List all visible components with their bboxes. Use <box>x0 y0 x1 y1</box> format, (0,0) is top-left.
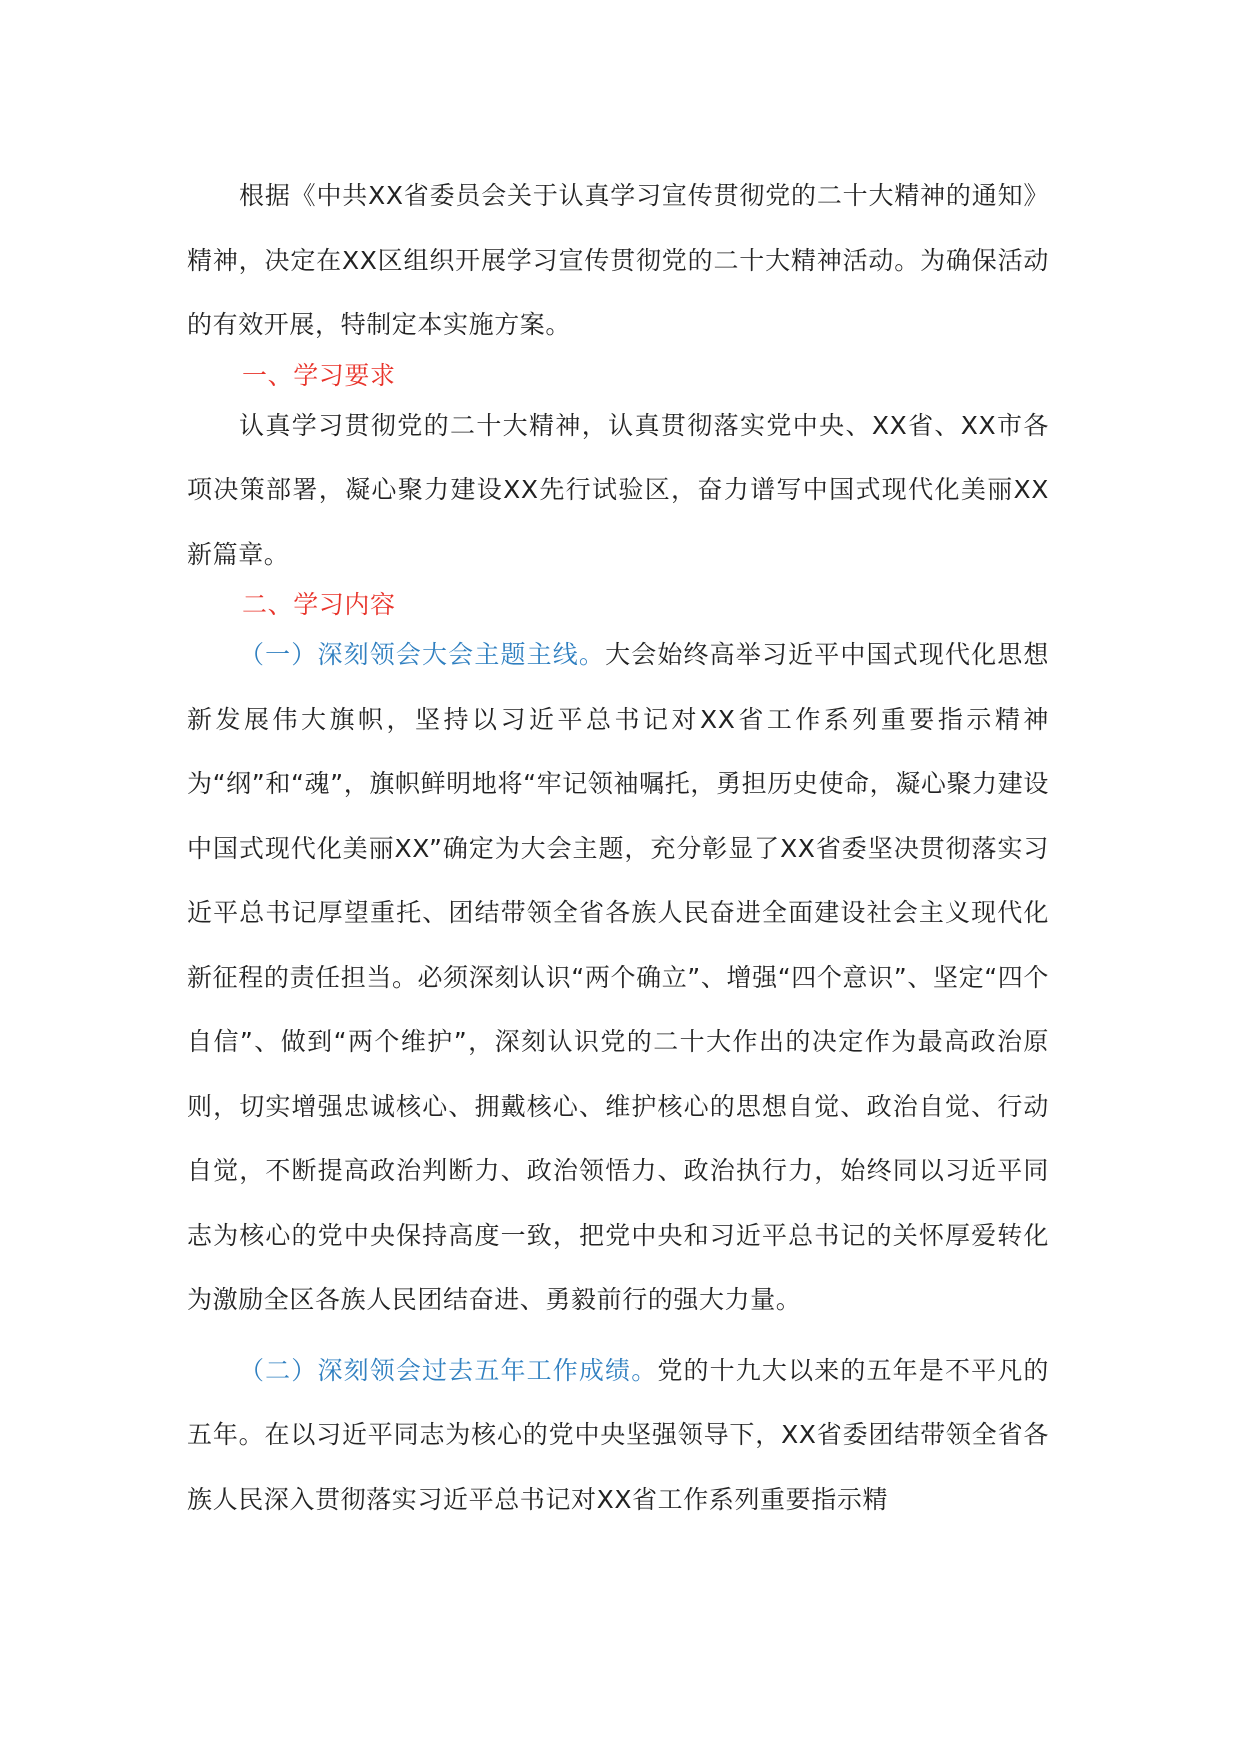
section-heading-content: 二、学习内容 <box>242 590 396 619</box>
content-item-1-heading: （一）深刻领会大会主题主线。 <box>239 640 606 669</box>
content-item-2-body: 党的十九大以来的五年是不平凡的五年。在以习近平同志为核心的党中央坚强领导下，XX省委团结带领全省各族人民深入贯彻落实习近平总书记对XX省工作系列重要指示精 <box>187 1355 1049 1514</box>
content-item-1 <box>187 623 1049 1333</box>
document-body <box>187 164 1049 1532</box>
intro-paragraph: 根据《中共XX省委员会关于认真学习宣传贯彻党的二十大精神的通知》精神，决定在XX区组织开展学习宣传贯彻党的二十大精神活动。为确保活动的有效开展，特制定本实施方案。 <box>187 181 1049 339</box>
section-heading-requirements: 一、学习要求 <box>242 360 396 390</box>
content-item-2 <box>187 1339 1049 1533</box>
content-item-1-body: 大会始终高举习近平中国式现代化思想新发展伟大旗帜，坚持以习近平总书记对XX省工作系列重要指示精神为“纲”和“魂”，旗帜鲜明地将“牢记领袖嘱托，勇担历史使命，凝心聚力建设中国式现代化美丽XX”确定为大会主题，充分彰显了XX省委坚决贯彻落实习近平总书记厚望重托、团结带领全省各族人民奋进全面建设社会主义现代化新征程的责任担当。必须深刻认识“两个确立”、增强“四个意识”、坚定“四个自信”、做到“两个维护”，深刻认识党的二十大作出的决定作为最高政治原则，切实增强忠诚核心、拥戴核心、维护核心的思想自觉、政治自觉、行动自觉，不断提高政治判断力、政治领悟力、政治执行力，始终同以习近平同志为核心的党中央保持高度一致，把党中央和习近平总书记的关怀厚爱转化为激励全区各族人民团结奋进、勇毅前行的强大力量。 <box>187 640 1050 1314</box>
requirements-paragraph: 认真学习贯彻党的二十大精神，认真贯彻落实党中央、XX省、XX市各项决策部署，凝心聚力建设XX先行试验区，奋力谱写中国式现代化美丽XX新篇章。 <box>187 410 1049 569</box>
content-item-2-heading: （二）深刻领会过去五年工作成绩。 <box>239 1355 658 1385</box>
